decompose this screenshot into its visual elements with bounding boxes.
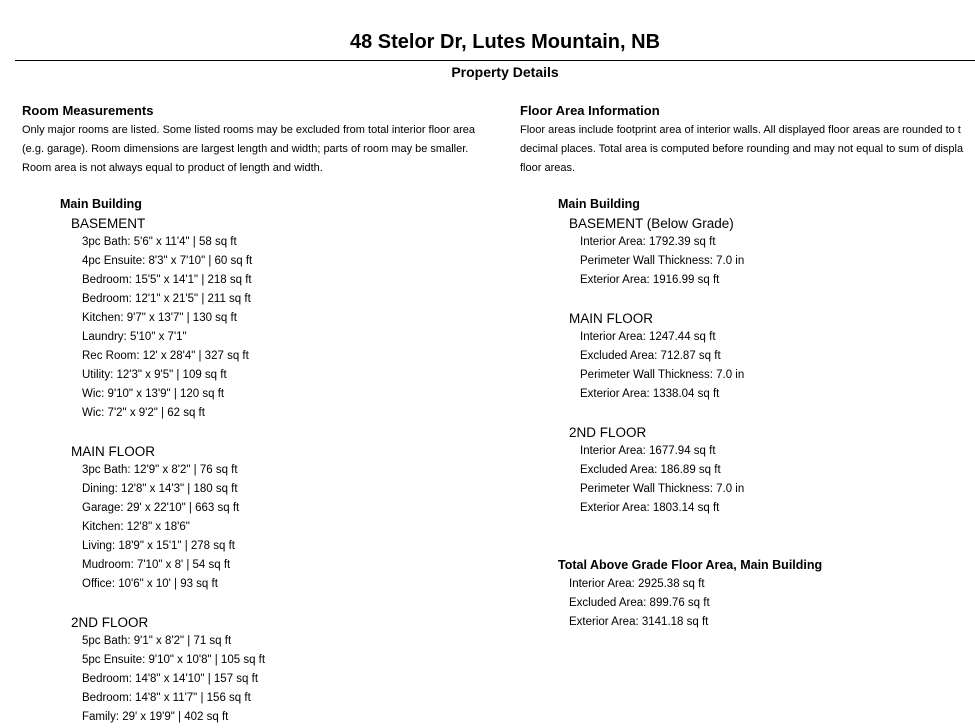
total-area-heading: Total Above Grade Floor Area, Main Building <box>558 558 823 572</box>
note-line: decimal places. Total area is computed before rounding and may not equal to sum of displa <box>520 143 964 155</box>
area-item: Perimeter Wall Thickness: 7.0 in <box>580 483 745 495</box>
floor-area-note <box>520 121 975 178</box>
level-name: 2ND FLOOR <box>71 615 149 630</box>
room-item: Living: 18'9" x 15'1" | 278 sq ft <box>82 540 235 552</box>
room-item: Wic: 9'10" x 13'9" | 120 sq ft <box>82 388 225 400</box>
area-item: Perimeter Wall Thickness: 7.0 in <box>580 369 745 381</box>
floor-area-heading: Floor Area Information <box>520 103 660 118</box>
room-item: 3pc Bath: 12'9" x 8'2" | 76 sq ft <box>82 464 238 476</box>
room-item: Bedroom: 12'1" x 21'5" | 211 sq ft <box>82 293 251 305</box>
room-item: 3pc Bath: 5'6" x 11'4" | 58 sq ft <box>82 236 237 248</box>
room-item: Office: 10'6" x 10' | 93 sq ft <box>82 578 218 590</box>
area-item: Excluded Area: 712.87 sq ft <box>580 350 721 362</box>
note-line: Only major rooms are listed. Some listed rooms may be excluded from total interior floor area <box>22 124 476 136</box>
area-item: Interior Area: 1247.44 sq ft <box>580 331 716 343</box>
room-measurements-heading: Room Measurements <box>22 103 154 118</box>
page-title: 48 Stelor Dr, Lutes Mountain, NB <box>349 31 661 53</box>
room-item: Kitchen: 9'7" x 13'7" | 130 sq ft <box>82 312 237 324</box>
room-measurements-note <box>22 121 475 178</box>
room-item: Utility: 12'3" x 9'5" | 109 sq ft <box>82 369 227 381</box>
level-name: BASEMENT (Below Grade) <box>569 216 734 231</box>
page-subtitle: Property Details <box>451 64 559 80</box>
title-divider <box>15 60 975 61</box>
area-item: Exterior Area: 1803.14 sq ft <box>580 502 720 514</box>
room-list <box>60 195 265 727</box>
building-name: Main Building <box>60 197 142 211</box>
room-item: Laundry: 5'10" x 7'1" <box>82 331 187 343</box>
area-item: Interior Area: 1792.39 sq ft <box>580 236 716 248</box>
level-name: MAIN FLOOR <box>71 444 156 459</box>
room-item: Bedroom: 14'8" x 11'7" | 156 sq ft <box>82 692 251 704</box>
note-line: (e.g. garage). Room dimensions are largest length and width; parts of room may be smaller. <box>22 143 469 155</box>
area-item: Excluded Area: 186.89 sq ft <box>580 464 721 476</box>
note-line: floor areas. <box>520 162 576 174</box>
room-item: Rec Room: 12' x 28'4" | 327 sq ft <box>82 350 249 362</box>
room-item: 5pc Ensuite: 9'10" x 10'8" | 105 sq ft <box>82 654 266 666</box>
building-name: Main Building <box>558 197 640 211</box>
total-area-item: Excluded Area: 899.76 sq ft <box>569 597 710 609</box>
room-item: Wic: 7'2" x 9'2" | 62 sq ft <box>82 407 205 419</box>
room-item: Kitchen: 12'8" x 18'6" <box>82 521 190 533</box>
area-item: Perimeter Wall Thickness: 7.0 in <box>580 255 745 267</box>
total-area-item: Interior Area: 2925.38 sq ft <box>569 578 705 590</box>
note-line: Room area is not always equal to product of length and width. <box>22 162 323 174</box>
room-item: Mudroom: 7'10" x 8' | 54 sq ft <box>82 559 231 571</box>
note-line: Floor areas include footprint area of interior walls. All displayed floor areas are rounded to t <box>520 124 961 136</box>
room-item: 4pc Ensuite: 8'3" x 7'10" | 60 sq ft <box>82 255 253 267</box>
room-item: 5pc Bath: 9'1" x 8'2" | 71 sq ft <box>82 635 232 647</box>
total-area-item: Exterior Area: 3141.18 sq ft <box>569 616 709 628</box>
level-name: 2ND FLOOR <box>569 425 647 440</box>
level-name: MAIN FLOOR <box>569 311 654 326</box>
room-item: Garage: 29' x 22'10" | 663 sq ft <box>82 502 240 514</box>
room-item: Bedroom: 15'5" x 14'1" | 218 sq ft <box>82 274 252 286</box>
level-name: BASEMENT <box>71 216 146 231</box>
area-item: Interior Area: 1677.94 sq ft <box>580 445 716 457</box>
area-item: Exterior Area: 1338.04 sq ft <box>580 388 720 400</box>
room-item: Bedroom: 14'8" x 14'10" | 157 sq ft <box>82 673 259 685</box>
floor-area-list <box>558 195 822 632</box>
room-item: Dining: 12'8" x 14'3" | 180 sq ft <box>82 483 238 495</box>
room-item: Family: 29' x 19'9" | 402 sq ft <box>82 711 229 723</box>
area-item: Exterior Area: 1916.99 sq ft <box>580 274 720 286</box>
